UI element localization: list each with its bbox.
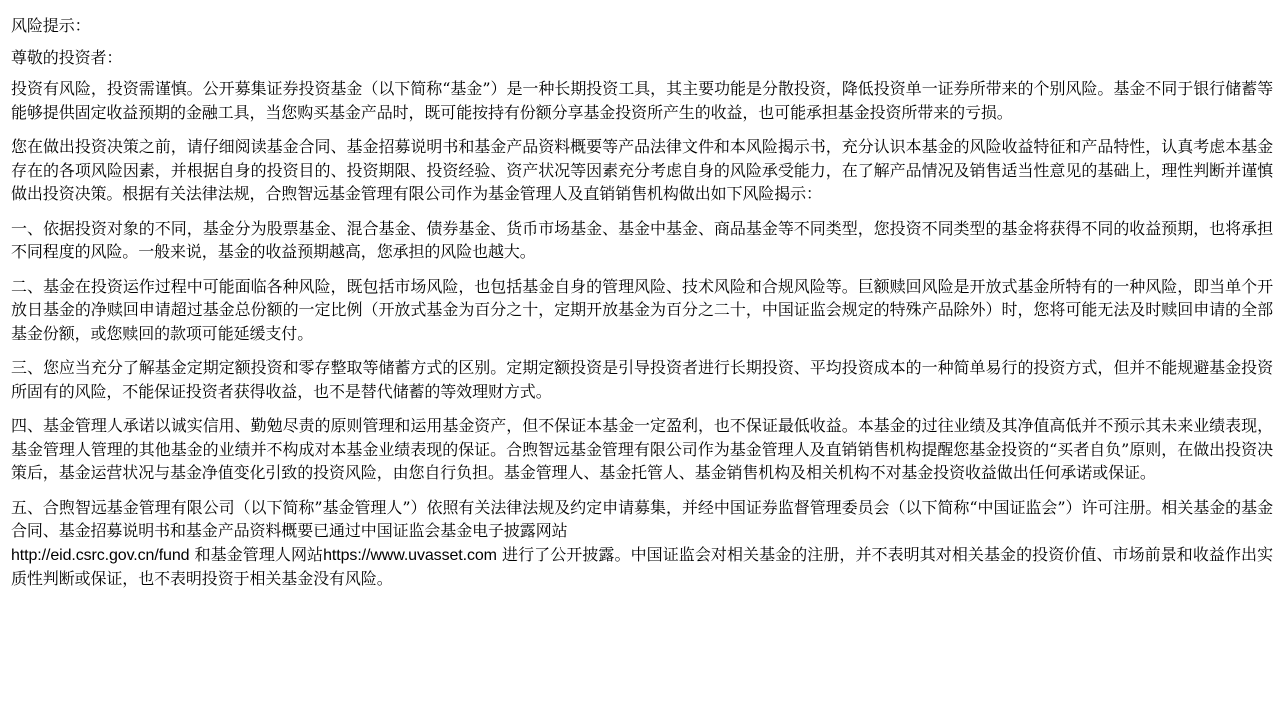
risk-disclosure-document	[11, 14, 1273, 602]
csrc-url-link[interactable]: http://eid.csrc.gov.cn/fund	[11, 546, 190, 564]
risk-item-5-text-1: 五、合煦智远基金管理有限公司（以下简称”基金管理人”）依照有关法律法规及约定申请募集，并经中国证券监督管理委员会（以下简称“中国证监会”）许可注册。相关基金的基金合同、基金招募说明书和基金产品资料概要已通过中国证监会基金电子披露网站	[11, 497, 1273, 540]
risk-item-5-text-3: 进行了公开披露。中国证监会对相关基金的注册，并不表明其对相关基金的投资价值、市场前景和收益作出实质性判断或保证，也不表明投资于相关基金没有风险。	[11, 544, 1273, 588]
uvasset-url-link[interactable]: https://www.uvasset.com	[323, 546, 497, 564]
risk-item-5-text-2: 和基金管理人网站	[194, 544, 324, 564]
advice-paragraph: 您在做出投资决策之前，请仔细阅读基金合同、基金招募说明书和基金产品资料概要等产品法律文件和本风险揭示书，充分认识本基金的风险收益特征和产品特性，认真考虑本基金存在的各项风险因素，并根据自身的投资目的、投资期限、投资经验、资产状况等因素充分考虑自身的风险承受能力，在了解产品情况及销售适当性意见的基础上，理性判断并谨慎做出投资决策。根据有关法律法规，合煦智远基金管理有限公司作为基金管理人及直销销售机构做出如下风险揭示：	[11, 137, 1273, 203]
risk-item-2: 二、基金在投资运作过程中可能面临各种风险，既包括市场风险，也包括基金自身的管理风险、技术风险和合规风险等。巨额赎回风险是开放式基金所特有的一种风险，即当单个开放日基金的净赎回申请超过基金总份额的一定比例（开放式基金为百分之十，定期开放基金为百分之二十，中国证监会规定的特殊产品除外）时，您将可能无法及时赎回申请的全部基金份额，或您赎回的款项可能延缓支付。	[11, 276, 1273, 343]
risk-heading: 风险提示：	[11, 16, 91, 35]
risk-item-5	[11, 496, 1273, 591]
risk-item-4: 四、基金管理人承诺以诚实信用、勤勉尽责的原则管理和运用基金资产，但不保证本基金一定盈利，也不保证最低收益。本基金的过往业绩及其净值高低并不预示其未来业绩表现，基金管理人管理的其他基金的业绩并不构成对本基金业绩表现的保证。合煦智远基金管理有限公司作为基金管理人及直销销售机构提醒您基金投资的“买者自负”原则，在做出投资决策后，基金运营状况与基金净值变化引致的投资风险，由您自行负担。基金管理人、基金托管人、基金销售机构及相关机构不对基金投资收益做出任何承诺或保证。	[11, 416, 1273, 482]
risk-item-1: 一、依据投资对象的不同，基金分为股票基金、混合基金、债券基金、货币市场基金、基金中基金、商品基金等不同类型，您投资不同类型的基金将获得不同的收益预期，也将承担不同程度的风险。一般来说，基金的收益预期越高，您承担的风险也越大。	[11, 218, 1273, 261]
intro-paragraph: 投资有风险，投资需谨慎。公开募集证券投资基金（以下简称“基金”）是一种长期投资工具，其主要功能是分散投资，降低投资单一证券所带来的个别风险。基金不同于银行储蓄等能够提供固定收益预期的金融工具，当您购买基金产品时，既可能按持有份额分享基金投资所产生的收益，也可能承担基金投资所带来的亏损。	[11, 79, 1273, 122]
salutation: 尊敬的投资者：	[11, 47, 123, 67]
risk-item-3: 三、您应当充分了解基金定期定额投资和零存整取等储蓄方式的区别。定期定额投资是引导投资者进行长期投资、平均投资成本的一种简单易行的投资方式，但并不能规避基金投资所固有的风险，不能保证投资者获得收益，也不是替代储蓄的等效理财方式。	[11, 358, 1273, 401]
